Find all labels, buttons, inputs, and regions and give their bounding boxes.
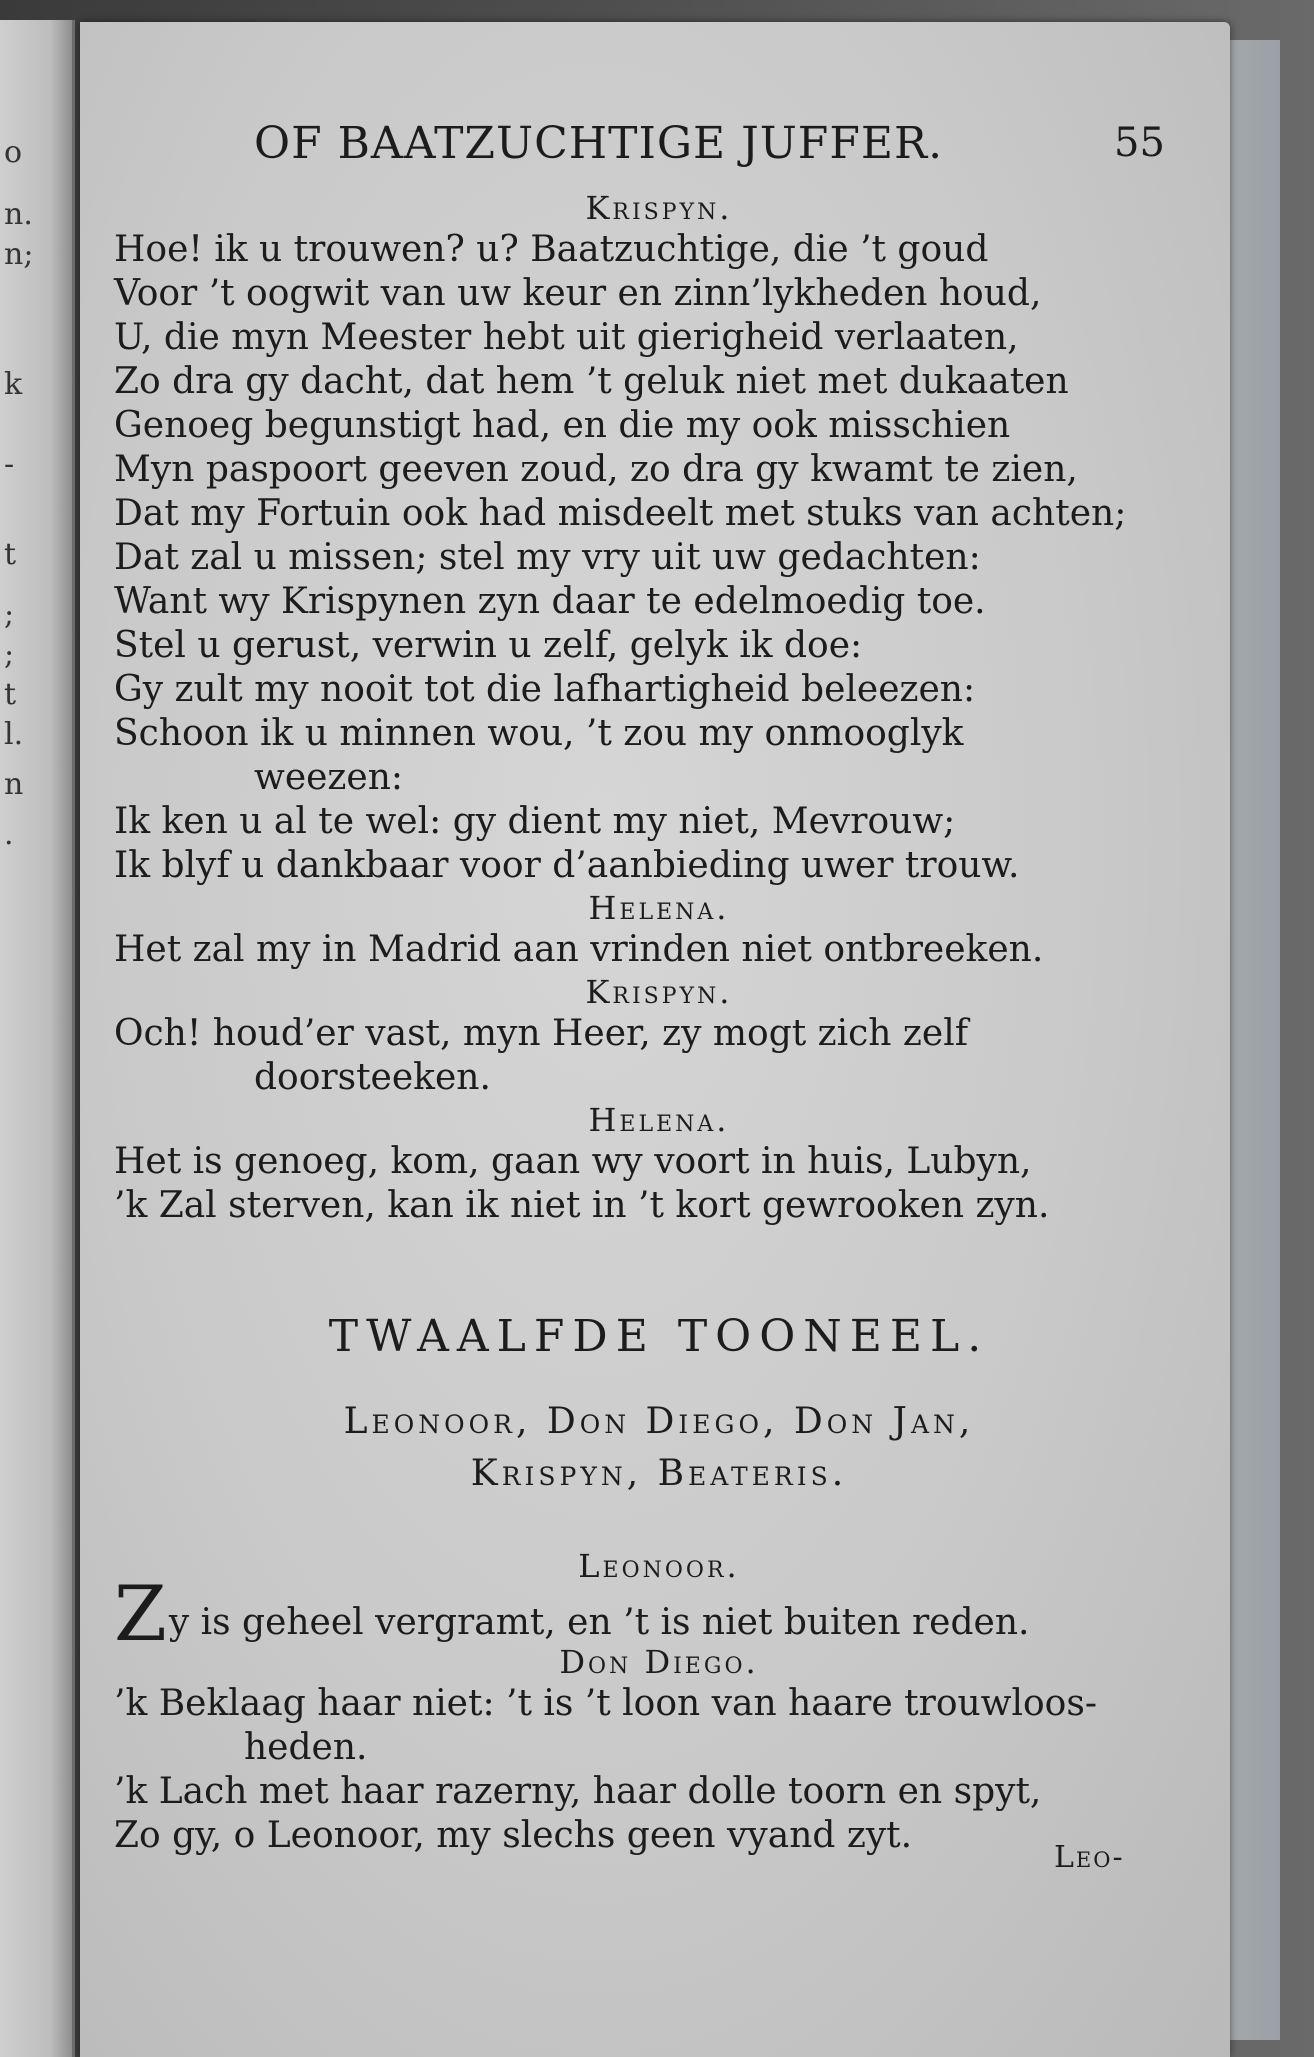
left-page-fragment: l. (4, 717, 24, 752)
left-page-fragment: ; (4, 637, 15, 672)
speaker-name: Helena. (588, 1101, 730, 1139)
verse-line: Schoon ik u minnen wou, ’t zou my onmooglyk (114, 713, 964, 754)
speaker-name: Krispyn. (585, 973, 733, 1011)
drop-cap: Z (114, 1569, 167, 1658)
book-page (80, 22, 1230, 2057)
verse-line: Zo gy, o Leonoor, my slechs geen vyand zyt. (114, 1815, 913, 1856)
left-page-fragment: t (4, 677, 17, 712)
left-page-edge (0, 20, 75, 2057)
verse-line (114, 1569, 1204, 1658)
verse-line: Hoe! ik u trouwen? u? Baatzuchtige, die ’t goud (114, 229, 989, 270)
verse-line: Genoeg begunstigt had, en die my ook misschien (114, 405, 1011, 446)
left-page-fragment: - (4, 447, 15, 482)
left-page-fragment: n (4, 767, 24, 802)
cast-list-line-2: Krispyn, Beateris. (470, 1453, 848, 1494)
verse-line: Stel u gerust, verwin u zelf, gelyk ik doe: (114, 625, 863, 666)
speaker-name: Krispyn. (585, 189, 733, 227)
verse-line: Dat my Fortuin ook had misdeelt met stuks van achten; (114, 493, 1127, 534)
verse-line: Dat zal u missen; stel my vry uit uw gedachten: (114, 537, 981, 578)
catchword: Leo- (1054, 1840, 1125, 1875)
cast-list-line-1: Leonoor, Don Diego, Don Jan, (343, 1401, 975, 1442)
running-header (114, 118, 1204, 178)
verse-line: ’k Beklaag haar niet: ’t is ’t loon van haare trouwloos- (114, 1683, 1097, 1724)
speaker-name: Don Diego. (559, 1643, 759, 1681)
left-page-fragment: o (4, 135, 23, 170)
verse-line: doorsteeken. (254, 1057, 491, 1098)
verse-line: Want wy Krispynen zyn daar te edelmoedig toe. (114, 581, 986, 622)
verse-line: Voor ’t oogwit van uw keur en zinn’lykheden houd, (114, 273, 1042, 314)
scene-title: TWAALFDE TOONEEL. (328, 1311, 990, 1362)
verse-line: U, die myn Meester hebt uit gierigheid verlaaten, (114, 317, 1019, 358)
left-page-fragment: n; (4, 237, 34, 272)
page-number: 55 (1114, 120, 1165, 166)
verse-line: Ik blyf u dankbaar voor d’aanbieding uwer trouw. (114, 845, 1020, 886)
left-page-fragment: ; (4, 597, 15, 632)
scene-twelve (114, 1302, 1204, 1858)
verse-line: ’k Zal sterven, kan ik niet in ’t kort gewrooken zyn. (114, 1185, 1050, 1226)
verse-line: heden. (244, 1727, 368, 1768)
scene-eleven-dialogue (114, 188, 1204, 1228)
verse-line: Gy zult my nooit tot die lafhartigheid beleezen: (114, 669, 976, 710)
verse-line: Zo dra gy dacht, dat hem ’t geluk niet met dukaaten (114, 361, 1069, 402)
verse-line: Myn paspoort geeven zoud, zo dra gy kwamt te zien, (114, 449, 1078, 490)
verse-line: ’k Lach met haar razerny, haar dolle toorn en spyt, (114, 1771, 1042, 1812)
left-page-fragment: n. (4, 197, 33, 232)
speaker-name: Helena. (588, 889, 730, 927)
running-title: OF BAATZUCHTIGE JUFFER. (254, 118, 944, 169)
verse-line: weezen: (254, 757, 404, 798)
verse-text: y is geheel vergramt, en ’t is niet buiten reden. (168, 1602, 1030, 1643)
speaker-name: Leonoor. (578, 1547, 740, 1585)
verse-line: Och! houd’er vast, myn Heer, zy mogt zich zelf (114, 1013, 969, 1054)
left-page-fragment: . (4, 817, 14, 852)
verse-line: Ik ken u al te wel: gy dient my niet, Mevrouw; (114, 801, 956, 842)
verse-line: Het zal my in Madrid aan vrinden niet ontbreeken. (114, 929, 1044, 970)
verse-line: Het is genoeg, kom, gaan wy voort in huis, Lubyn, (114, 1141, 1032, 1182)
left-page-fragment: k (4, 367, 23, 402)
left-page-fragment: t (4, 537, 17, 572)
